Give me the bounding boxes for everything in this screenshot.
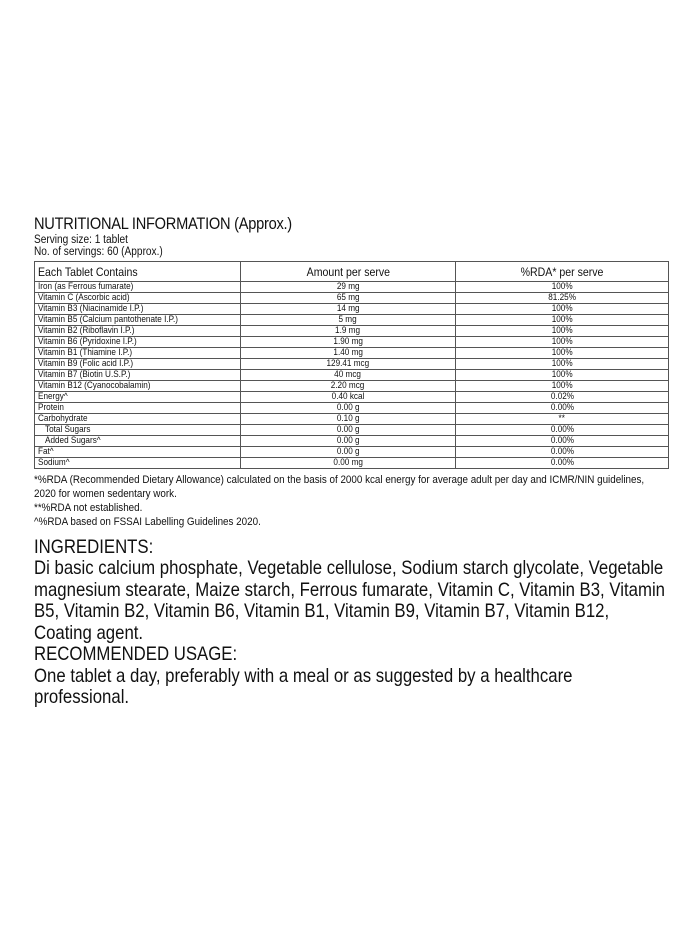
nutrient-amount: 0.40 kcal [241,392,456,403]
nutrient-rda: 100% [456,326,669,337]
nutrient-amount: 14 mg [241,304,456,315]
nutrition-panel [34,214,668,709]
table-row [35,282,669,293]
nutrient-amount: 5 mg [241,315,456,326]
table-header-row [35,262,669,282]
nutrient-name: Vitamin B3 (Niacinamide I.P.) [35,304,241,315]
ingredients-heading: INGREDIENTS: [34,536,154,558]
nutrient-name: Vitamin B7 (Biotin U.S.P.) [35,370,241,381]
serving-size: Serving size: 1 tablet [34,234,128,246]
nutrient-amount: 0.00 g [241,403,456,414]
nutrient-name: Vitamin B12 (Cyanocobalamin) [35,381,241,392]
table-row [35,359,669,370]
table-row [35,315,669,326]
table-row [35,304,669,315]
nutrient-amount: 1.90 mg [241,337,456,348]
nutrient-rda: 100% [456,304,669,315]
nutrient-amount: 1.9 mg [241,326,456,337]
nutrient-name: Total Sugars [35,425,241,436]
nutrient-amount: 0.00 g [241,425,456,436]
nutrient-rda: 0.00% [456,403,669,414]
nutrient-rda: 100% [456,359,669,370]
nutrient-amount: 129.41 mcg [241,359,456,370]
nutrient-amount: 65 mg [241,293,456,304]
nutrient-rda: 0.00% [456,458,669,469]
nutrient-name: Vitamin B2 (Riboflavin I.P.) [35,326,241,337]
table-row [35,447,669,458]
nutrient-amount: 0.00 g [241,436,456,447]
table-row [35,414,669,425]
nutrient-rda: 0.02% [456,392,669,403]
nutrient-rda: 100% [456,381,669,392]
nutrient-amount: 0.10 g [241,414,456,425]
nutrient-name: Vitamin B5 (Calcium pantothenate I.P.) [35,315,241,326]
footnotes [34,473,668,529]
table-row [35,370,669,381]
nutrient-rda: 0.00% [456,447,669,458]
table-row [35,436,669,447]
nutrient-rda: 100% [456,282,669,293]
nutrient-amount: 0.00 g [241,447,456,458]
nutrient-amount: 2.20 mcg [241,381,456,392]
nutrient-amount: 0.00 mg [241,458,456,469]
table-row [35,403,669,414]
servings-count: No. of servings: 60 (Approx.) [34,246,163,258]
nutrient-name: Sodium^ [35,458,241,469]
nutrient-name: Energy^ [35,392,241,403]
nutrient-name: Added Sugars^ [35,436,241,447]
ingredients-text: Di basic calcium phosphate, Vegetable cellulose, Sodium starch glycolate, Vegetable magnesium stearate, Maize starch, Ferrous fumarate, Vitamin C, Vitamin B3, Vitamin B5, Vitamin B2, Vitamin B6, Vitamin B1, Vitamin B9, Vitamin B7, Vitamin B12, Coating agent. [34,557,665,644]
nutrient-amount: 1.40 mg [241,348,456,359]
page-title: NUTRITIONAL INFORMATION (Approx.) [34,214,292,233]
table-row [35,348,669,359]
nutrient-rda: 0.00% [456,436,669,447]
column-header-amount: Amount per serve [241,262,456,282]
table-row [35,458,669,469]
nutrition-table [34,261,669,469]
nutrient-rda: 100% [456,337,669,348]
table-row [35,381,669,392]
nutrient-amount: 40 mcg [241,370,456,381]
nutrient-rda: 100% [456,348,669,359]
nutrient-rda: ** [456,414,669,425]
nutrient-amount: 29 mg [241,282,456,293]
table-row [35,337,669,348]
usage-text: One tablet a day, preferably with a meal or as suggested by a healthcare professional. [34,664,573,708]
nutrient-rda: 100% [456,370,669,381]
nutrient-rda: 0.00% [456,425,669,436]
table-row [35,392,669,403]
nutrient-name: Protein [35,403,241,414]
nutrient-rda: 100% [456,315,669,326]
nutrient-name: Vitamin B1 (Thiamine I.P.) [35,348,241,359]
table-row [35,293,669,304]
table-row [35,326,669,337]
nutrient-name: Vitamin B9 (Folic acid I.P.) [35,359,241,370]
column-header-rda: %RDA* per serve [456,262,669,282]
nutrient-name: Fat^ [35,447,241,458]
table-row [35,425,669,436]
footnote-fssai: ^%RDA based on FSSAI Labelling Guidelines 2020. [34,516,261,528]
footnote-not-established: **%RDA not established. [34,502,143,514]
nutrient-rda: 81.25% [456,293,669,304]
nutrient-name: Vitamin B6 (Pyridoxine I.P.) [35,337,241,348]
nutrient-name: Iron (as Ferrous fumarate) [35,282,241,293]
usage-heading: RECOMMENDED USAGE: [34,643,238,665]
nutrient-name: Vitamin C (Ascorbic acid) [35,293,241,304]
footnote-rda: *%RDA (Recommended Dietary Allowance) calculated on the basis of 2000 kcal energy for average adult per day and ICMR/NIN guidelines, 2020 for women sedentary work. [34,474,645,500]
column-header-nutrient: Each Tablet Contains [35,262,241,282]
nutrient-name: Carbohydrate [35,414,241,425]
